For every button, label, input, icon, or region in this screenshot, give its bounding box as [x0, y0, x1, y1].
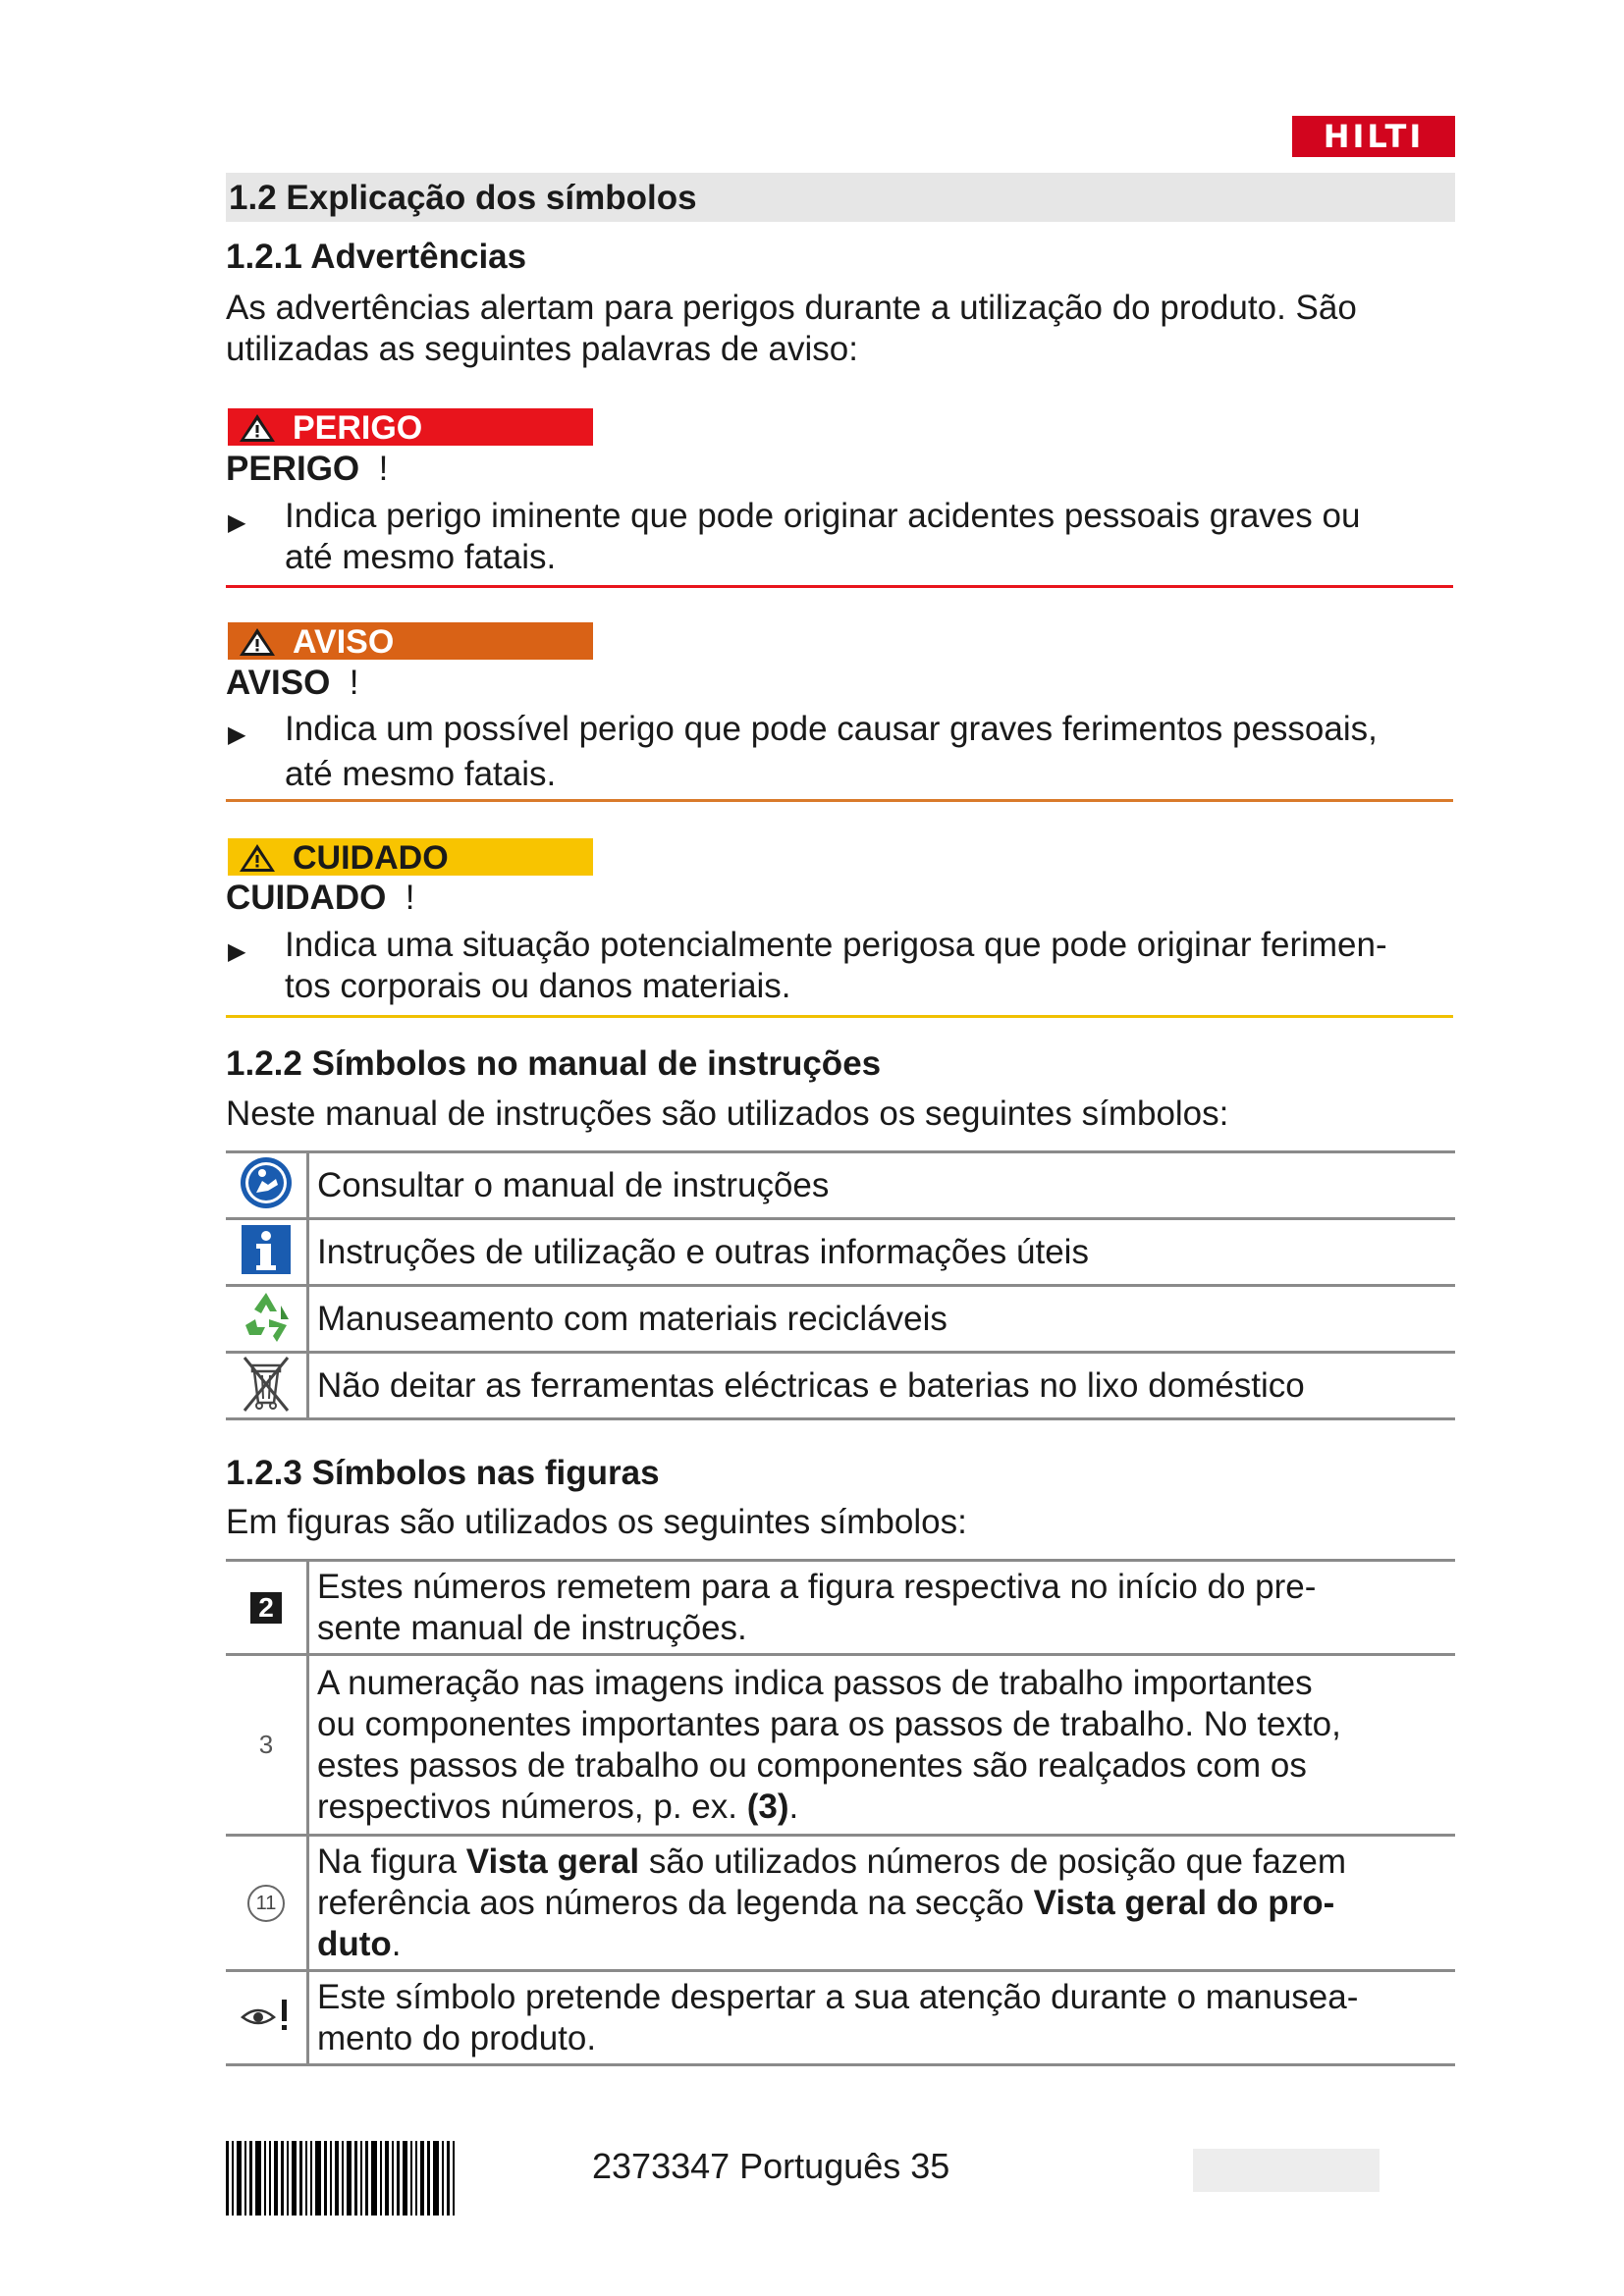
- description-line: A numeração nas imagens indica passos de trabalho importantes: [317, 1663, 1313, 1702]
- signal-word: CUIDADO: [226, 879, 387, 917]
- subsection-heading-warnings: 1.2.1 Advertências: [226, 238, 527, 276]
- table-row: [226, 1561, 1455, 1655]
- subsection-heading-manual-symbols: 1.2.2 Símbolos no manual de instruções: [226, 1044, 882, 1083]
- icon-cell: [226, 1561, 308, 1655]
- barcode-bar: [427, 2141, 430, 2216]
- symbol-description: Consultar o manual de instruções: [308, 1152, 1456, 1219]
- bold-term: duto: [317, 1924, 392, 1963]
- manual-symbols-table: [226, 1150, 1455, 1420]
- page-footer: 2373347 Português 35: [592, 2146, 950, 2186]
- bold-term: Vista geral do pro-: [1033, 1883, 1335, 1922]
- warning-triangle-icon: [238, 412, 277, 444]
- symbol-description: Não deitar as ferramentas eléctricas e baterias no lixo doméstico: [308, 1353, 1456, 1419]
- barcode-bar: [447, 2141, 450, 2216]
- barcode-bar: [365, 2141, 368, 2216]
- text-run: respectivos números, p. ex.: [317, 1787, 747, 1826]
- description-line: Este símbolo pretende despertar a sua atenção durante o manusea-: [317, 1977, 1359, 2016]
- warning-triangle-icon: [238, 626, 277, 658]
- warning-word: [226, 664, 359, 703]
- caution-word: [226, 879, 415, 918]
- table-row: [226, 1836, 1455, 1971]
- barcode-bar: [415, 2141, 417, 2216]
- hilti-logo: HILTI: [1292, 116, 1455, 157]
- icon-cell: [226, 1286, 308, 1353]
- subsection-heading-figure-symbols: 1.2.3 Símbolos nas figuras: [226, 1454, 660, 1492]
- barcode-bar: [315, 2141, 321, 2216]
- symbol-description: [308, 1836, 1456, 1971]
- symbol-description: Instruções de utilização e outras informações úteis: [308, 1219, 1456, 1286]
- description-line: ou componentes importantes para os passos de trabalho. No texto,: [317, 1704, 1341, 1743]
- barcode-bar: [392, 2141, 394, 2216]
- description-line: sente manual de instruções.: [317, 1608, 747, 1647]
- description-line: [317, 1842, 1455, 1883]
- crossed-bin-icon: [239, 1354, 294, 1413]
- barcode-bar: [226, 2141, 229, 2216]
- description-line: [317, 1883, 1455, 1924]
- warning-signal-bar: [228, 622, 593, 660]
- exclamation: !: [405, 879, 415, 917]
- exclamation: !: [349, 664, 359, 702]
- recycle-icon: [238, 1288, 295, 1345]
- table-row: [226, 1286, 1455, 1353]
- info-icon: [240, 1223, 293, 1276]
- table-row: [226, 1655, 1455, 1836]
- figure-symbols-intro: Em figuras são utilizados os seguintes símbolos:: [226, 1503, 967, 1541]
- barcode-bar: [360, 2141, 362, 2216]
- caution-divider: [226, 1015, 1453, 1018]
- barcode-bar: [330, 2141, 332, 2216]
- barcode-bar: [244, 2141, 246, 2216]
- symbol-description: Manuseamento com materiais recicláveis: [308, 1286, 1456, 1353]
- barcode-bar: [397, 2141, 400, 2216]
- barcode-bar: [310, 2141, 312, 2216]
- figure-symbols-table: [226, 1559, 1455, 2066]
- description-line: até mesmo fatais.: [285, 538, 557, 576]
- barcode-bar: [232, 2141, 234, 2216]
- description-line: [317, 1787, 1455, 1828]
- barcode-bar: [324, 2141, 327, 2216]
- barcode-bar: [237, 2141, 242, 2216]
- barcode-bar: [305, 2141, 307, 2216]
- barcode-bar: [420, 2141, 424, 2216]
- barcode-bar: [249, 2141, 252, 2216]
- caution-description: [285, 925, 1551, 1007]
- danger-divider: [226, 585, 1453, 588]
- table-row: [226, 1219, 1455, 1286]
- barcode-bar: [453, 2141, 455, 2216]
- bullet-icon: ▶: [228, 721, 246, 748]
- barcode-bar: [442, 2141, 444, 2216]
- icon-cell: [226, 1152, 308, 1219]
- description-line: até mesmo fatais.: [285, 755, 557, 793]
- intro-line: As advertências alertam para perigos durante a utilização do produto. São: [226, 289, 1357, 327]
- barcode-bar: [371, 2141, 377, 2216]
- barcode-bar: [380, 2141, 382, 2216]
- warning-triangle-icon: [238, 842, 277, 874]
- warning-divider: [226, 799, 1453, 802]
- barcode-bar: [410, 2141, 412, 2216]
- text-run: Na figura: [317, 1842, 466, 1881]
- section-heading: 1.2 Explicação dos símbolos: [229, 179, 697, 217]
- bold-term: Vista geral: [465, 1842, 640, 1881]
- bullet-icon: ▶: [228, 938, 246, 965]
- attention-eye-icon: [239, 1996, 294, 2035]
- description-line: Indica uma situação potencialmente perigosa que pode originar ferimen-: [285, 926, 1387, 964]
- position-number-icon: 11: [247, 1885, 285, 1922]
- barcode-bar: [281, 2141, 284, 2216]
- danger-description: [285, 496, 1522, 578]
- barcode-bar: [299, 2141, 302, 2216]
- danger-signal-bar: [228, 408, 593, 446]
- exclamation: !: [378, 450, 389, 488]
- text-run: referência aos números da legenda na secção: [317, 1883, 1034, 1922]
- icon-cell: [226, 1353, 308, 1419]
- barcode-bar: [264, 2141, 266, 2216]
- symbol-description: [308, 1561, 1456, 1655]
- table-row: [226, 1353, 1455, 1419]
- footer-gray-box: [1193, 2149, 1380, 2192]
- symbol-description: [308, 1655, 1456, 1836]
- symbol-description: [308, 1971, 1456, 2065]
- bold-reference: (3): [746, 1787, 789, 1826]
- manual-symbols-intro: Neste manual de instruções são utilizados os seguintes símbolos:: [226, 1095, 1229, 1133]
- figure-number-icon: 2: [250, 1592, 282, 1624]
- description-line: estes passos de trabalho ou componentes são realçados com os: [317, 1745, 1307, 1785]
- icon-cell: [226, 1971, 308, 2065]
- icon-cell: [226, 1655, 308, 1836]
- warning-bar-label: AVISO: [293, 623, 395, 661]
- text-run: são utilizados números de posição que fazem: [639, 1842, 1347, 1881]
- warning-description: [285, 709, 1522, 795]
- barcode-bar: [354, 2141, 357, 2216]
- barcode-bar: [255, 2141, 261, 2216]
- signal-word: PERIGO: [226, 450, 360, 488]
- barcode-bar: [292, 2141, 297, 2216]
- description-line: tos corporais ou danos materiais.: [285, 967, 791, 1005]
- signal-word: AVISO: [226, 664, 331, 702]
- barcode-bar: [274, 2141, 278, 2216]
- description-line: [317, 1924, 1455, 1965]
- bullet-icon: ▶: [228, 509, 246, 536]
- description-line: Indica um possível perigo que pode causar graves ferimentos pessoais,: [285, 710, 1378, 748]
- barcode-bar: [403, 2141, 407, 2216]
- text-run: .: [788, 1787, 799, 1826]
- text-run: .: [391, 1924, 402, 1963]
- caution-bar-label: CUIDADO: [293, 839, 449, 877]
- icon-cell: [226, 1219, 308, 1286]
- description-line: mento do produto.: [317, 2018, 597, 2057]
- barcode-bar: [287, 2141, 289, 2216]
- table-row: [226, 1152, 1455, 1219]
- manual-consult-icon: [239, 1155, 294, 1210]
- description-line: Estes números remetem para a figura respectiva no início do pre-: [317, 1567, 1317, 1606]
- barcode-bar: [385, 2141, 389, 2216]
- barcode-bar: [347, 2141, 352, 2216]
- intro-line: utilizadas as seguintes palavras de aviso:: [226, 330, 858, 368]
- barcode: [226, 2141, 560, 2216]
- warnings-intro: [226, 288, 1522, 370]
- step-number-icon: 3: [258, 1730, 274, 1759]
- danger-bar-label: PERIGO: [293, 409, 423, 447]
- table-row: [226, 1971, 1455, 2065]
- icon-cell: [226, 1836, 308, 1971]
- danger-word: [226, 450, 388, 489]
- barcode-bar: [269, 2141, 271, 2216]
- barcode-bar: [335, 2141, 339, 2216]
- barcode-bar: [342, 2141, 344, 2216]
- barcode-bar: [433, 2141, 439, 2216]
- caution-signal-bar: [228, 838, 593, 876]
- description-line: Indica perigo iminente que pode originar acidentes pessoais graves ou: [285, 497, 1361, 535]
